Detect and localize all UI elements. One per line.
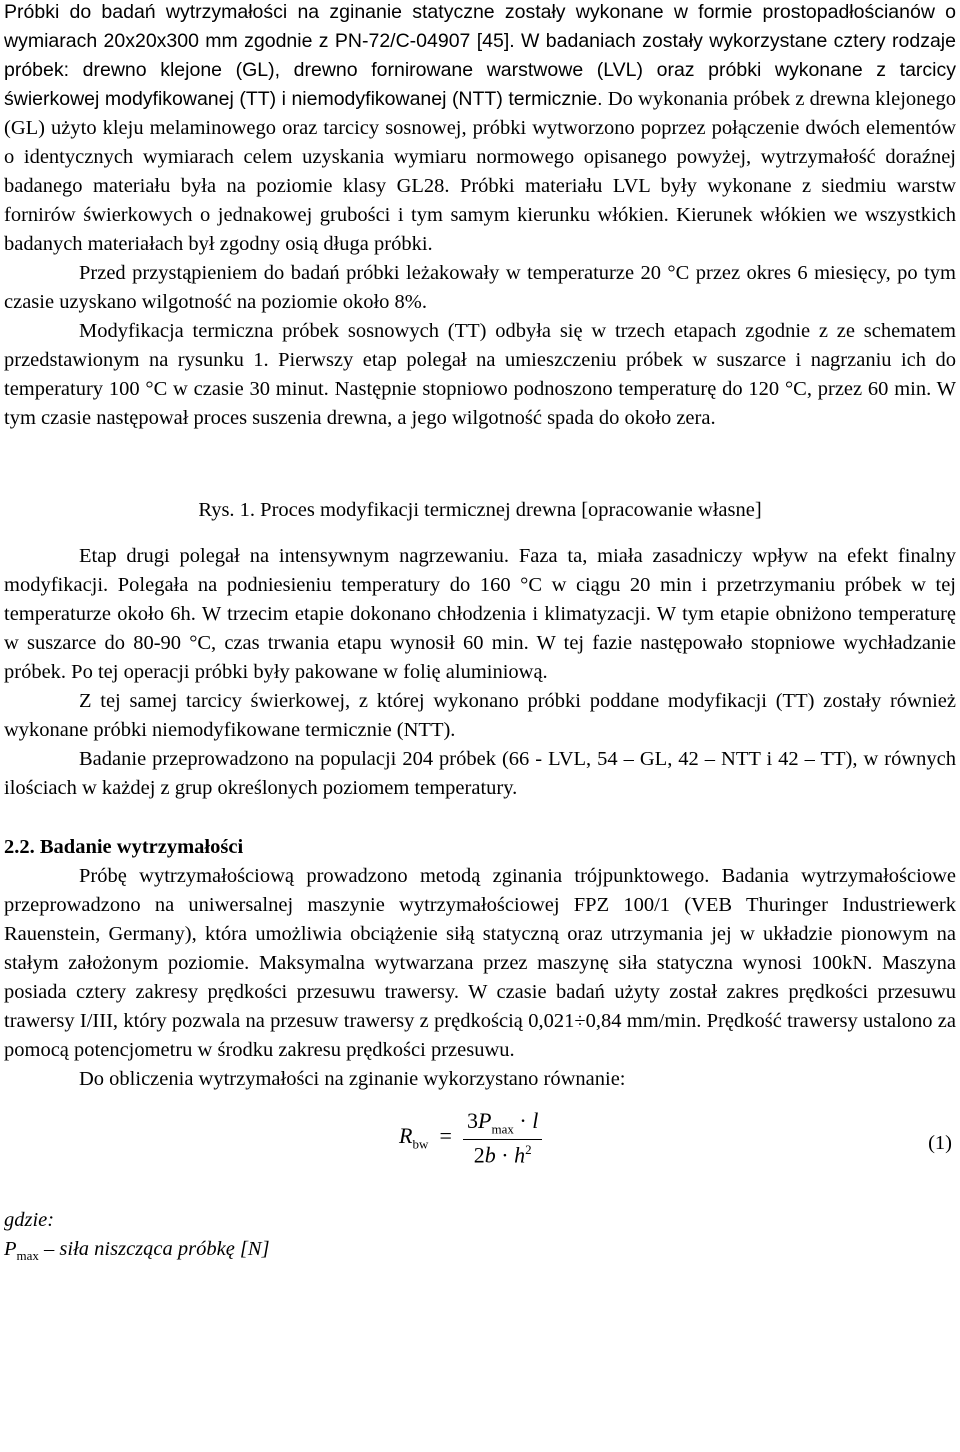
paragraph-specimens: [4, 0, 956, 259]
variable-definitions: [4, 1206, 956, 1270]
paragraph-population: Badanie przeprowadzono na populacji 204 próbek (66 - LVL, 54 – GL, 42 – NTT i 42 – TT), w równych ilościach w każdej z grup określonych poziomem temperatury.: [4, 748, 956, 799]
equation-bending-strength: [4, 1108, 956, 1208]
equation-number: (1): [928, 1132, 952, 1154]
equation-lhs-subscript: bw: [412, 1136, 429, 1152]
equation-body: [399, 1108, 542, 1169]
paragraph-stage-two: Etap drugi polegał na intensywnym nagrzewaniu. Faza ta, miała zasadniczy wpływ na efekt finalny modyfikacji. Polegała na podniesieniu temperatury do 160 °C w ciągu 20 min i przetrzymaniu próbek w tej temperaturze około 6h. W trzecim etapie dokonano chłodzenia i klimatyzacji. W tym etapie obniżono temperaturę w suszarce do 80-90 °C, czas trwania etapu wynosił 60 min. W tej fazie następowało stopniowe wychładzanie próbek. Po tej operacji próbki były pakowane w folię aluminiową.: [4, 545, 956, 683]
paragraph-thermal-modification: Modyfikacja termiczna próbek sosnowych (TT) odbyła się w trzech etapach zgodnie z ze schematem przedstawionym na rysunku 1. Pierwszy etap polegał na umieszczeniu próbek w suszarce i nagrzaniu ich do temperatury 100 °C w czasie 30 minut. Następnie stopniowo podnoszono temperaturę do 120 °C, przez 60 min. W tym czasie następował proces suszenia drewna, a jego wilgotność spada do około zera.: [4, 320, 956, 429]
paragraph-equation-intro: Do obliczenia wytrzymałości na zginanie wykorzystano równanie:: [79, 1068, 626, 1090]
paragraph-unmodified-samples: Z tej samej tarcicy świerkowej, z której wykonano próbki poddane modyfikacji (TT) zostały również wykonane próbki niemodyfikowane termicznie (NTT).: [4, 690, 956, 741]
paragraph-segment-sans: Próbki do badań wytrzymałości na zginanie statyczne zostały wykonane w formie prostopadłościanów o wymiarach 20x20x300 mm zgodnie z PN-72/C-04907 [45]. W badaniach zostały wykorzystane cztery rodzaje próbek: drewno klejone (GL), drewno fornirowane warstwowe (LVL) oraz próbki wykonane z tarcicy świerkowej modyfikowanej (TT) i niemodyfikowanej (NTT) termicznie.: [4, 1, 956, 110]
paragraph-segment-serif: Do wykonania próbek z drewna klejonego (GL) użyto kleju melaminowego oraz tarcicy sosnowej, próbki wytworzono poprzez połączenie dwóch elementów o identycznych wymiarach celem uzyskania wymiaru normowego opisanego powyżej, wytrzymałość doraźnej badanego materiału była na poziomie klasy GL28. Próbki materiału LVL były wykonane z siedmiu warstw fornirów świerkowych o jednakowej grubości i tym samym kierunku włókien. Kierunek włókien we wszystkich badanych materiałach był zgodny osią długa próbki.: [4, 88, 956, 255]
equation-fraction: [463, 1108, 542, 1169]
equation-denominator: $2b \cdot h^2$: [473, 1142, 532, 1168]
where-label: gdzie:: [4, 1209, 55, 1231]
section-title: Badanie wytrzymałości: [39, 836, 244, 858]
paragraph-conditioning: Przed przystąpieniem do badań próbki leżakowały w temperaturze 20 °C przez okres 6 miesięcy, po tym czasie uzyskano wilgotność na poziomie około 8%.: [4, 262, 956, 313]
equation-lhs: $R_{bw}$: [399, 1123, 429, 1152]
equation-equals: =: [439, 1123, 452, 1149]
equation-numerator: $3P_{max} \cdot l$: [463, 1108, 542, 1140]
section-number: 2.2.: [4, 836, 35, 858]
variable-definition-pmax: $P_{max}$ – siła niszcząca próbkę [N]: [4, 1238, 270, 1264]
figure-caption: Rys. 1. Proces modyfikacji termicznej drewna [opracowanie własne]: [198, 499, 762, 521]
document-page: [4, 0, 956, 1270]
paragraph-bending-test: Próbę wytrzymałościową prowadzono metodą zginania trójpunktowego. Badania wytrzymałościowe przeprowadzono na uniwersalnej maszynie wytrzymałościowej FPZ 100/1 (VEB Thuringer Industriewerk Rauenstein, Germany), która umożliwia obciążenie siłą statyczną oraz utrzymania jej w układzie pionowym na stałym założonym poziomie. Maksymalna wytwarzana przez maszynę siła statyczna wynosi 100kN. Maszyna posiada cztery zakresy prędkości przesuwu trawersy. W czasie badań użyty został zakres prędkości przesuwu trawersy I/III, który pozwala na przesuw trawersy z prędkością 0,021÷0,84 mm/min. Prędkość trawersy ustalono za pomocą potencjometru w środku zakresu prędkości przesuwu.: [4, 865, 956, 1061]
section-heading: [4, 833, 956, 862]
